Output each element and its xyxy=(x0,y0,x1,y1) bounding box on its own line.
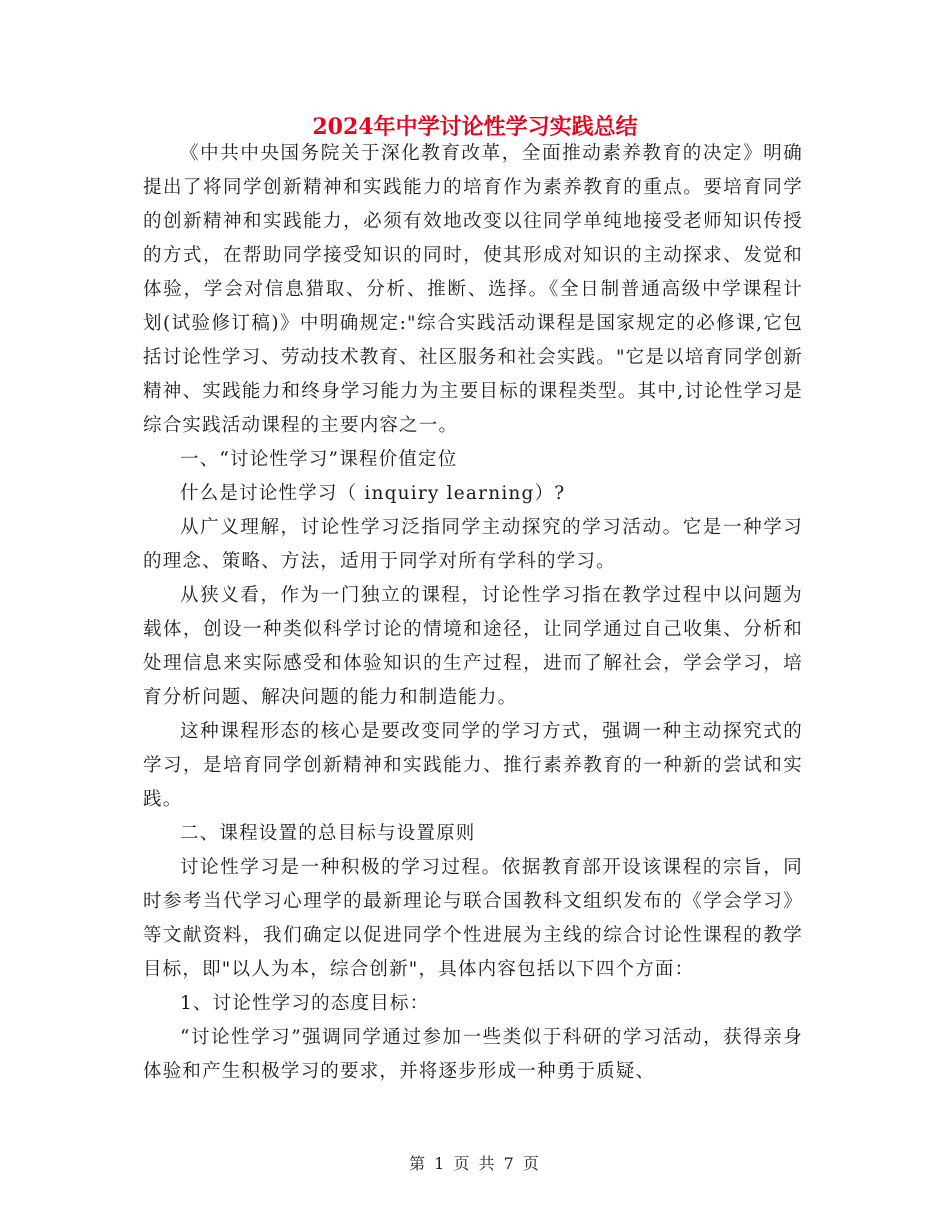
section-heading-1: 一、“讨论性学习”课程价值定位 xyxy=(180,449,458,470)
subheading-attitude-goal: 1、讨论性学习的态度目标： xyxy=(180,993,430,1014)
paragraph-intro: 《中共中央国务院关于深化教育改革，全面推动素养教育的决定》明确提出了将同学创新精神和实践能力的培育作为素养教育的重点。要培育同学的创新精神和实践能力，必须有效地改变以往同学单纯地接受老师知识传授的方式，在帮助同学接受知识的同时，使其形成对知识的主动探求、发觉和体验，学会对信息猎取、分析、推断、选择。《全日制普通高级中学课程计划(试验修订稿)》中明确规定:"综合实践活动课程是国家规定的必修课,它包括讨论性学习、劳动技术教育、社区服务和社会实践。"它是以培育同学创新精神、实践能力和终身学习能力为主要目标的课程类型。其中,讨论性学习是综合实践活动课程的主要内容之一。 xyxy=(143,143,803,436)
page-footer: 第 1 页 共 7 页 xyxy=(409,1154,541,1173)
question-line: 什么是讨论性学习（ inquiry learning）? xyxy=(180,483,566,504)
paragraph-narrow-definition: 从狭义看，作为一门独立的课程，讨论性学习指在教学过程中以问题为载体，创设一种类似科学讨论的情境和途径，让同学通过自己收集、分析和处理信息来实际感受和体验知识的生产过程，进而了解社会，学会学习，培育分析问题、解决问题的能力和制造能力。 xyxy=(143,585,803,708)
document-title: 2024年中学讨论性学习实践总结 xyxy=(312,114,638,140)
paragraph-objectives: 讨论性学习是一种积极的学习过程。依据教育部开设该课程的宗旨，同时参考当代学习心理学的最新理论与联合国教科文组织发布的《学会学习》等文献资料，我们确定以促进同学个性进展为主线的综合讨论性课程的教学目标，即"以人为本，综合创新"，具体内容包括以下四个方面： xyxy=(143,857,803,980)
paragraph-core: 这种课程形态的核心是要改变同学的学习方式，强调一种主动探究式的学习，是培育同学创新精神和实践能力、推行素养教育的一种新的尝试和实践。 xyxy=(143,721,803,810)
paragraph-attitude: “讨论性学习”强调同学通过参加一些类似于科研的学习活动，获得亲身体验和产生积极学习的要求，并将逐步形成一种勇于质疑、 xyxy=(143,1027,803,1082)
document-body xyxy=(143,137,803,1089)
paragraph-broad-definition: 从广义理解，讨论性学习泛指同学主动探究的学习活动。它是一种学习的理念、策略、方法，适用于同学对所有学科的学习。 xyxy=(143,517,803,572)
section-heading-2: 二、课程设置的总目标与设置原则 xyxy=(180,823,476,844)
